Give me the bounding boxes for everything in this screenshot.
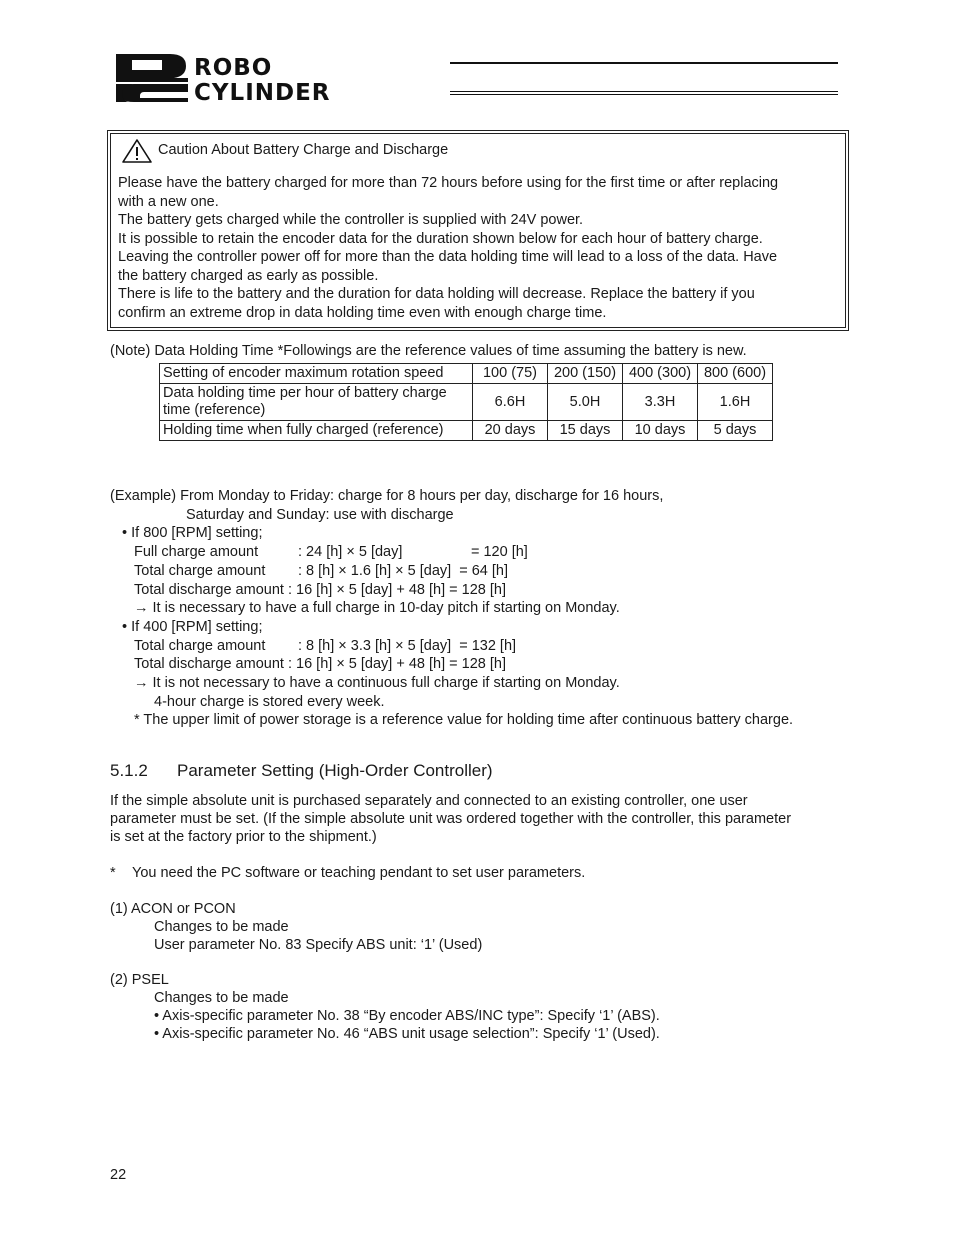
- example-total-label: Total charge amount: [134, 563, 266, 579]
- table-row: [160, 364, 773, 384]
- caution-title: Caution About Battery Charge and Discharge: [158, 142, 449, 158]
- header-rule-top: [450, 62, 838, 64]
- table-cell-label: Holding time when fully charged (reference): [160, 421, 473, 441]
- caution-text: [118, 174, 834, 322]
- example-bullet-800: • If 800 [RPM] setting;: [122, 525, 263, 541]
- caution-line: The battery gets charged while the controller is supplied with 24V power.: [118, 212, 584, 228]
- example-discharge-400: Total discharge amount : 16 [h] × 5 [day] + 48 [h] = 128 [h]: [134, 656, 507, 672]
- table-cell: 800 (600): [698, 364, 773, 384]
- section-number: 5.1.2: [110, 761, 148, 780]
- caution-line: confirm an extreme drop in data holding time even with enough charge time.: [118, 304, 607, 321]
- logo-text-robo: ROBO: [194, 55, 273, 81]
- table-cell: 20 days: [473, 421, 548, 441]
- item1-title: (1) ACON or PCON: [110, 901, 236, 917]
- table-cell-label: Setting of encoder maximum rotation speed: [160, 364, 473, 384]
- header-rule-bottom-2: [450, 94, 838, 95]
- caution-line: There is life to the battery and the duration for data holding will decrease. Replace the battery if you: [118, 286, 755, 302]
- example-arrow-800: → It is necessary to have a full charge in 10-day pitch if starting on Monday.: [134, 600, 620, 616]
- example-discharge: Total discharge amount : 16 [h] × 5 [day] + 48 [h] = 128 [h]: [134, 582, 507, 598]
- header-rule-bottom-1: [450, 91, 838, 92]
- caution-line: Please have the battery charged for more than 72 hours before using for the first time or after replacing: [118, 175, 779, 191]
- section-para-line: is set at the factory prior to the shipment.): [110, 829, 377, 845]
- caution-line: the battery charged as early as possible.: [118, 267, 379, 284]
- item2-title: (2) PSEL: [110, 972, 169, 988]
- caution-line: Leaving the controller power off for more than the data holding time will lead to a loss of the data. Have: [118, 249, 778, 265]
- section-para-line: If the simple absolute unit is purchased separately and connected to an existing controller, one user: [110, 793, 748, 809]
- table-cell: 5 days: [698, 421, 773, 441]
- caution-line: It is possible to retain the encoder data for the duration shown below for each hour of battery charge.: [118, 230, 763, 247]
- logo-text-cylinder: CYLINDER: [194, 80, 331, 104]
- table-cell: 100 (75): [473, 364, 548, 384]
- note-data-holding-time: (Note) Data Holding Time *Followings are the reference values of time assuming the battery is new.: [110, 343, 747, 359]
- section-para-line: parameter must be set. (If the simple absolute unit was ordered together with the controller, this parameter: [110, 811, 792, 827]
- footnote-star: *: [110, 865, 116, 881]
- table-row: [160, 384, 773, 421]
- table-cell-label-line: Data holding time per hour of battery charge: [163, 385, 447, 401]
- data-holding-table: [159, 363, 773, 441]
- item1-subtitle: Changes to be made: [154, 919, 289, 935]
- example-line-2: Saturday and Sunday: use with discharge: [186, 507, 454, 523]
- example-full-result: = 120 [h]: [471, 544, 528, 560]
- example-total-label-400: Total charge amount: [134, 638, 266, 654]
- table-cell: 3.3H: [623, 384, 698, 421]
- example-arrow-400: → It is not necessary to have a continuous full charge if starting on Monday.: [134, 675, 620, 691]
- caution-line: with a new one.: [118, 193, 219, 210]
- example-bullet-400: • If 400 [RPM] setting;: [122, 619, 263, 635]
- table-cell: 5.0H: [548, 384, 623, 421]
- example-line-1: (Example) From Monday to Friday: charge for 8 hours per day, discharge for 16 hours,: [110, 488, 664, 504]
- item1-parameter: User parameter No. 83 Specify ABS unit: ‘1’ (Used): [154, 937, 483, 953]
- table-cell-label-line: time (reference): [163, 402, 266, 418]
- table-cell: 10 days: [623, 421, 698, 441]
- table-cell: 15 days: [548, 421, 623, 441]
- table-cell-label: [160, 384, 473, 421]
- section-title: Parameter Setting (High-Order Controller): [177, 761, 493, 780]
- table-cell: 400 (300): [623, 364, 698, 384]
- item2-subtitle: Changes to be made: [154, 990, 289, 1006]
- example-total-value-400: : 8 [h] × 3.3 [h] × 5 [day] = 132 [h]: [298, 638, 517, 654]
- footnote-text: You need the PC software or teaching pendant to set user parameters.: [132, 865, 586, 881]
- robo-cylinder-logo: [114, 52, 444, 104]
- example-full-value: : 24 [h] × 5 [day]: [298, 544, 403, 560]
- example-arrow-400-cont: 4-hour charge is stored every week.: [154, 694, 385, 710]
- table-cell: 1.6H: [698, 384, 773, 421]
- table-cell: 200 (150): [548, 364, 623, 384]
- warning-triangle-icon: [121, 138, 153, 164]
- table-cell: 6.6H: [473, 384, 548, 421]
- page-number: 22: [110, 1167, 127, 1183]
- item2-parameter-1: • Axis-specific parameter No. 38 “By encoder ABS/INC type”: Specify ‘1’ (ABS).: [154, 1008, 660, 1024]
- example-full-label: Full charge amount: [134, 544, 259, 560]
- example-total-value: : 8 [h] × 1.6 [h] × 5 [day] = 64 [h]: [298, 563, 508, 579]
- table-row: [160, 421, 773, 441]
- item2-parameter-2: • Axis-specific parameter No. 46 “ABS unit usage selection”: Specify ‘1’ (Used).: [154, 1026, 660, 1042]
- example-footnote: * The upper limit of power storage is a reference value for holding time after continuous battery charge.: [134, 712, 794, 728]
